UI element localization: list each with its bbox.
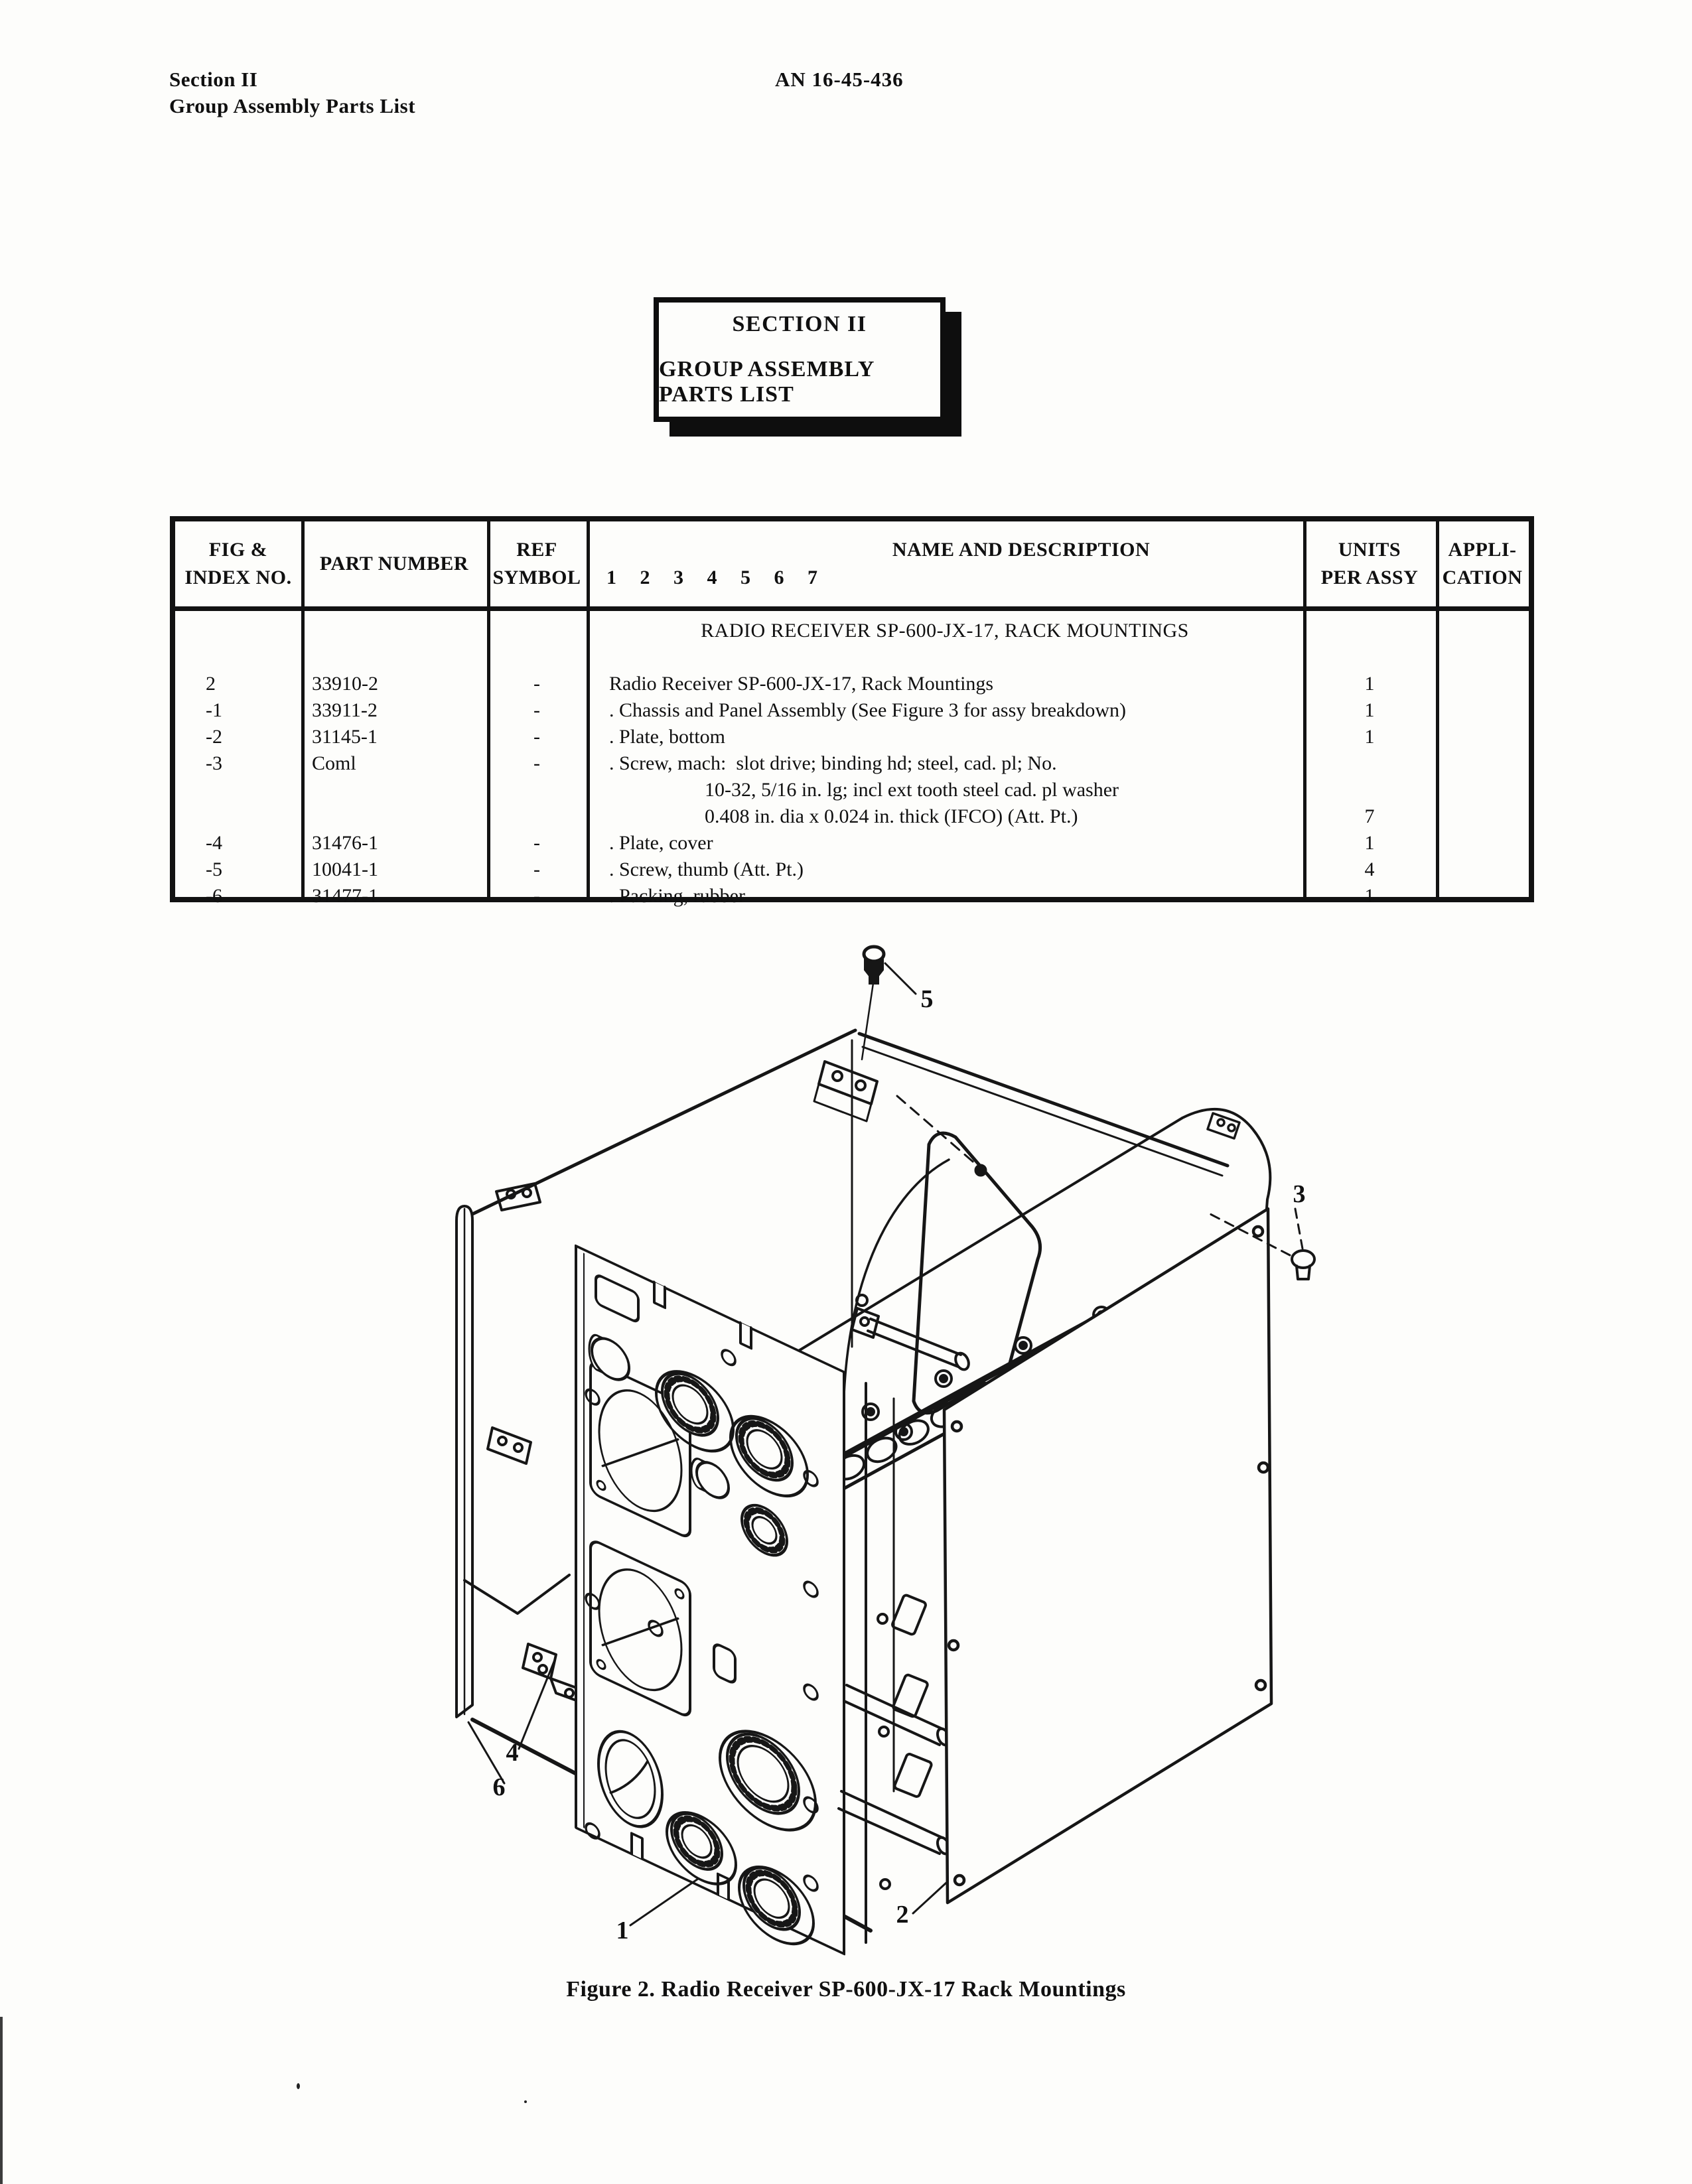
- table-row: [175, 724, 1529, 750]
- col-units-per-assy: UNITS PER ASSY: [1320, 539, 1419, 588]
- section-sublabel: Group Assembly Parts List: [169, 94, 416, 117]
- table-cell: [175, 644, 301, 671]
- table-divider: [487, 521, 490, 897]
- table-cell: [1436, 883, 1529, 910]
- table-cell: [1436, 830, 1529, 856]
- callout-3: 3: [1293, 1180, 1306, 1208]
- table-cell: [1303, 750, 1436, 777]
- table-cell: -6: [206, 885, 222, 907]
- table-cell: [301, 803, 487, 830]
- table-cell: 31477-1: [312, 885, 378, 907]
- table-cell: [487, 618, 587, 644]
- table-cell: 7: [1364, 805, 1375, 827]
- mounting-bracket: [488, 1428, 531, 1464]
- indent-level-numbers: 1 2 3 4 5 6 7: [606, 567, 818, 588]
- table-cell: [301, 777, 487, 803]
- table-cell: [1303, 777, 1436, 803]
- table-cell: 31476-1: [312, 832, 378, 854]
- table-row: [175, 671, 1529, 697]
- table-row: [175, 777, 1529, 803]
- apex-bracket: [814, 1061, 877, 1121]
- table-cell: [175, 803, 301, 830]
- table-cell: 2: [206, 673, 216, 695]
- table-cell: -2: [206, 726, 222, 748]
- table-row: [175, 750, 1529, 777]
- col-name-description: NAME AND DESCRIPTION 1 2 3 4 5 6 7: [587, 521, 1303, 606]
- table-cell: [1303, 618, 1436, 644]
- section-title-box: [654, 297, 946, 422]
- table-cell: [487, 777, 587, 803]
- table-cell: 1: [1364, 885, 1375, 907]
- table-cell: [1436, 777, 1529, 803]
- table-cell: 10041-1: [312, 858, 378, 880]
- bottom-plate: [944, 1209, 1271, 1903]
- table-cell: 1: [1364, 832, 1375, 854]
- table-cell: [487, 803, 587, 830]
- thumbscrew-icon: [864, 947, 884, 984]
- section-title-line1: SECTION II: [732, 312, 867, 336]
- table-body: [175, 611, 1529, 910]
- table-cell: [487, 644, 587, 671]
- table-cell: [175, 618, 301, 644]
- table-cell: -: [533, 858, 540, 880]
- table-row: [175, 697, 1529, 724]
- table-cell: [587, 644, 1303, 671]
- figure-caption: Figure 2. Radio Receiver SP-600-JX-17 Rack Mountings: [566, 1977, 1126, 2002]
- table-cell: . Screw, mach: slot drive; binding hd; steel, cad. pl; No.: [609, 752, 1057, 774]
- table-cell: . Packing, rubber: [609, 885, 745, 907]
- corner-clip: [1208, 1113, 1239, 1138]
- machine-screw-icon: [1292, 1251, 1314, 1279]
- callout-6: 6: [492, 1773, 506, 1801]
- table-cell: 1: [1364, 673, 1375, 695]
- table-row: [175, 644, 1529, 671]
- table-divider: [587, 521, 590, 897]
- table-header-row: [175, 521, 1529, 611]
- table-cell: 31145-1: [312, 726, 378, 748]
- table-cell: . Plate, bottom: [609, 726, 725, 748]
- table-cell: [1436, 671, 1529, 697]
- table-cell: [1436, 803, 1529, 830]
- table-divider: [301, 521, 305, 897]
- table-cell: [1436, 724, 1529, 750]
- table-cell: -: [533, 832, 540, 854]
- col-part-number: PART NUMBER: [319, 553, 469, 575]
- table-cell: [301, 644, 487, 671]
- table-cell: -4: [206, 832, 222, 854]
- exploded-view-illustration: [398, 922, 1367, 1964]
- section-title-line2: GROUP ASSEMBLY PARTS LIST: [659, 357, 875, 407]
- table-cell: -: [533, 752, 540, 774]
- page-header-left: [169, 66, 415, 119]
- manual-number: AN 16-45-436: [775, 68, 904, 91]
- table-cell: Coml: [312, 752, 356, 774]
- table-cell: [1303, 644, 1436, 671]
- col-ref-symbol: REF SYMBOL: [492, 539, 581, 588]
- table-cell: 4: [1364, 858, 1375, 880]
- table-cell: 1: [1364, 726, 1375, 748]
- table-cell: 33911-2: [312, 699, 378, 721]
- table-cell: RADIO RECEIVER SP-600-JX-17, RACK MOUNTINGS: [701, 620, 1189, 642]
- table-cell: [301, 618, 487, 644]
- table-row: [175, 803, 1529, 830]
- scan-speck: [297, 2083, 300, 2089]
- table-row: [175, 830, 1529, 856]
- table-cell: -: [533, 885, 540, 907]
- table-cell: 1: [1364, 699, 1375, 721]
- callout-4: 4: [506, 1739, 519, 1767]
- side-frame-and-connectors: [839, 1383, 952, 1943]
- table-cell: . Chassis and Panel Assembly (See Figure 3 for assy breakdown): [609, 699, 1127, 721]
- table-cell: [1436, 618, 1529, 644]
- table-cell: [1436, 856, 1529, 883]
- table-cell: Radio Receiver SP-600-JX-17, Rack Mountings: [609, 673, 994, 695]
- table-cell: -: [533, 673, 540, 695]
- table-cell: 0.408 in. dia x 0.024 in. thick (IFCO) (Att. Pt.): [705, 805, 1078, 827]
- table-row: [175, 856, 1529, 883]
- table-cell: -3: [206, 752, 222, 774]
- table-cell: 10-32, 5/16 in. lg; incl ext tooth steel cad. pl washer: [705, 779, 1119, 801]
- table-row: [175, 618, 1529, 644]
- table-cell: [1436, 644, 1529, 671]
- table-divider: [1303, 521, 1306, 897]
- table-cell: . Plate, cover: [609, 832, 713, 854]
- callout-1: 1: [616, 1917, 629, 1945]
- mounting-bracket: [496, 1184, 540, 1210]
- table-cell: [175, 777, 301, 803]
- parts-table: [170, 516, 1534, 907]
- callout-5: 5: [920, 985, 934, 1013]
- table-cell: -5: [206, 858, 222, 880]
- table-cell: [1436, 697, 1529, 724]
- col-application: APPLI- CATION: [1442, 539, 1523, 588]
- table-cell: 33910-2: [312, 673, 378, 695]
- table-divider: [1436, 521, 1439, 897]
- callout-2: 2: [896, 1901, 909, 1929]
- col-fig-index: FIG & INDEX NO.: [184, 539, 292, 588]
- table-row: [175, 883, 1529, 910]
- section-label: Section II: [169, 68, 258, 91]
- scan-edge-artifact: [0, 2017, 3, 2184]
- table-cell: [1436, 750, 1529, 777]
- table-cell: -1: [206, 699, 222, 721]
- table-cell: . Screw, thumb (Att. Pt.): [609, 858, 804, 880]
- scan-speck: [524, 2100, 527, 2103]
- front-panel: [576, 1245, 844, 1964]
- table-cell: -: [533, 699, 540, 721]
- table-cell: -: [533, 726, 540, 748]
